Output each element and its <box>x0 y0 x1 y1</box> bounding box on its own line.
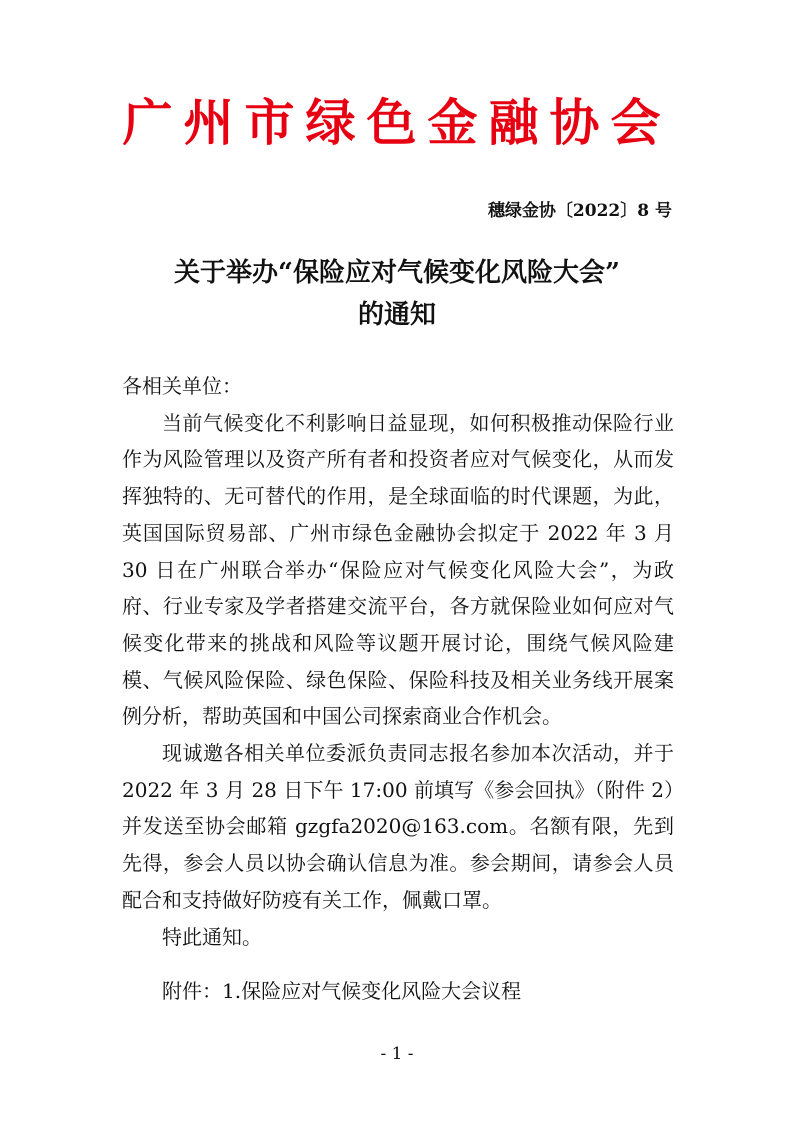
attachment-line: 附件：1.保险应对气候变化风险大会议程 <box>162 979 522 1004</box>
closing-line: 特此通知。 <box>162 924 262 949</box>
paragraph-2: 现诚邀各相关单位委派负责同志报名参加本次活动，并于 2022 年 3 月 28 日下午 17:00 前填写《参会回执》（附件 2）并发送至协会邮箱 gzgfa2020@163.com。名额有限，先到先得，参会人员以协会确认信息为准。参会期间，请参会人员配合和支持做好防疫有关工作，佩戴口罩。 <box>122 741 674 912</box>
notice-body <box>122 368 674 1010</box>
notice-title-line-2: 的通知 <box>357 300 436 330</box>
organization-title: 广州市绿色金融协会 <box>122 94 672 152</box>
page-number: - 1 - <box>380 1044 414 1064</box>
notice-title-line-1: 关于举办“保险应对气候变化风险大会” <box>174 258 620 288</box>
salutation: 各相关单位： <box>122 374 242 398</box>
notice-title <box>0 252 794 336</box>
paragraph-1: 当前气候变化不利影响日益显现，如何积极推动保险行业作为风险管理以及资产所有者和投资者应对气候变化，从而发挥独特的、无可替代的作用，是全球面临的时代课题，为此，英国国际贸易部、广州市绿色金融协会拟定于 2022 年 3 月 30 日在广州联合举办“保险应对气候变化风险大会”，为政府、行业专家及学者搭建交流平台，各方就保险业如何应对气候变化带来的挑战和风险等议题开展讨论，围绕气候风险建模、气候风险保险、绿色保险、保险科技及相关业务线开展案例分析，帮助英国和中国公司探索商业合作机会。 <box>122 410 674 729</box>
document-number: 穗绿金协〔2022〕8 号 <box>487 201 672 221</box>
